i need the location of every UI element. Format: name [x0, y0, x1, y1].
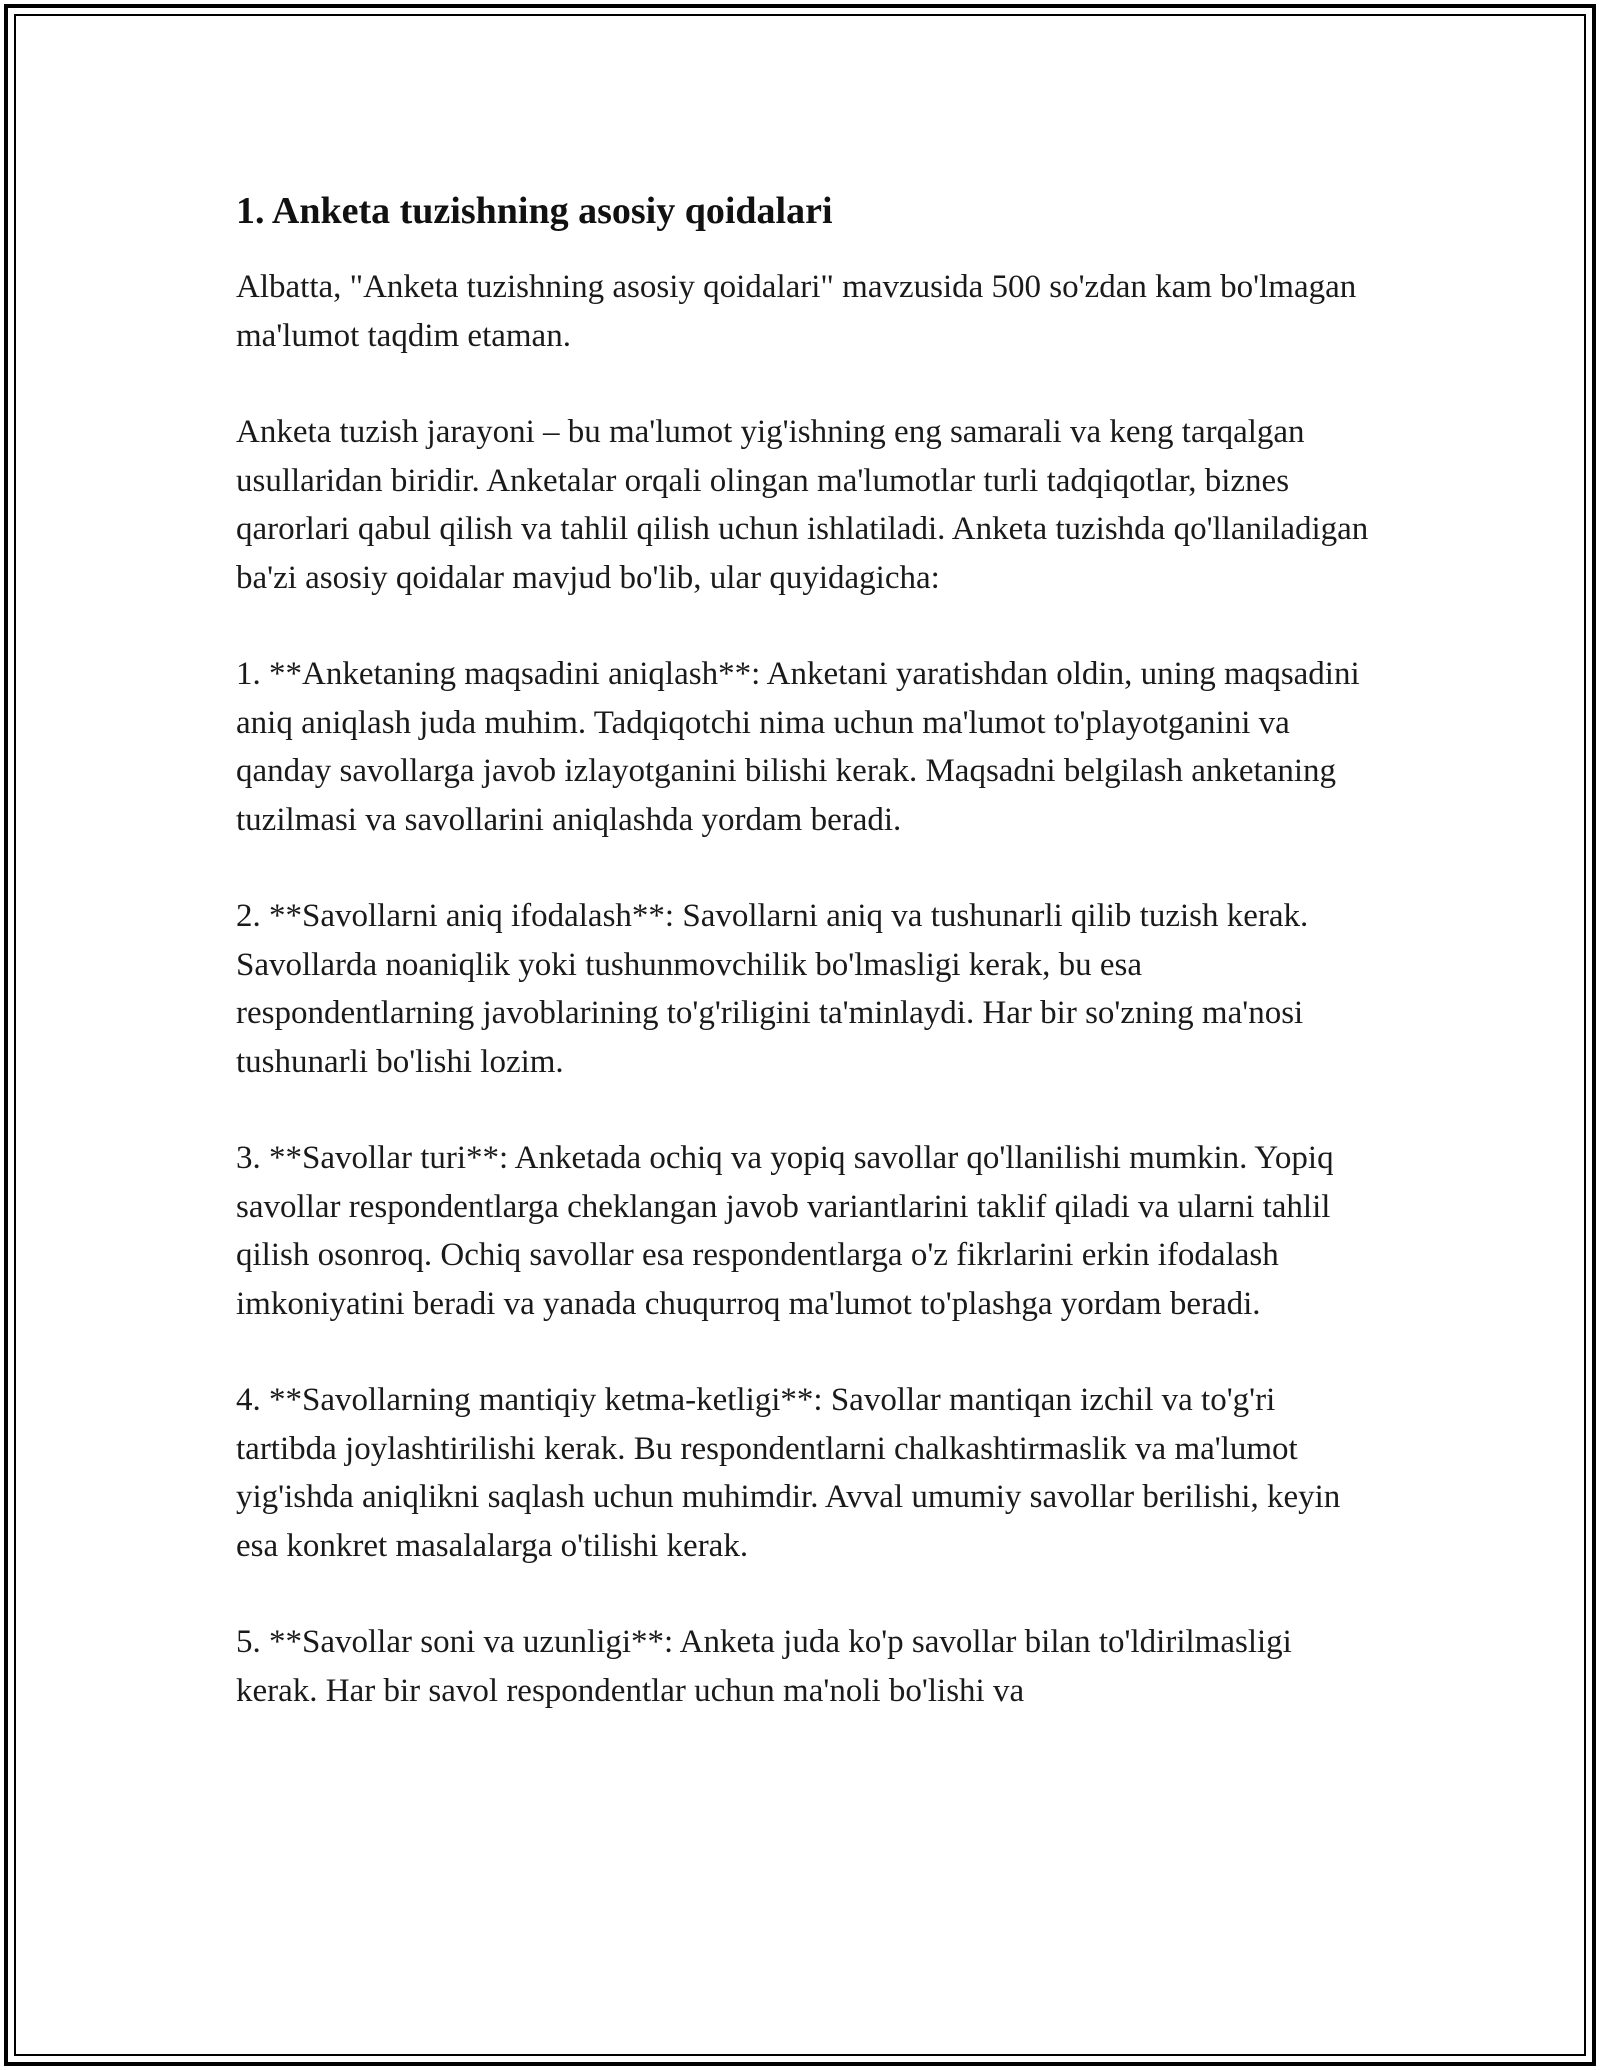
rule-2-paragraph: 2. **Savollarni aniq ifodalash**: Savollarni aniq va tushunarli qilib tuzish kerak. Savollarda noaniqlik yoki tushunmovchilik bo'lmasligi kerak, bu esa respondentlarning javoblarining to'g'riligini ta'minlaydi. Har bir so'zning ma'nosi tushunarli bo'lishi lozim.: [236, 898, 1309, 1080]
rule-5-paragraph: 5. **Savollar soni va uzunligi**: Anketa juda ko'p savollar bilan to'ldirilmasligi kerak. Har bir savol respondentlar uchun ma'noli bo'lishi va: [236, 1624, 1292, 1709]
rule-1-paragraph: 1. **Anketaning maqsadini aniqlash**: Anketani yaratishdan oldin, uning maqsadini aniq aniqlash juda muhim. Tadqiqotchi nima uchun ma'lumot to'playotganini va qanday savollarga javob izlayotganini bilishi kerak. Maqsadni belgilash anketaning tuzilmasi va savollarini aniqlashda yordam beradi.: [236, 656, 1360, 838]
intro-paragraph: Albatta, "Anketa tuzishning asosiy qoidalari" mavzusida 500 so'zdan kam bo'lmagan ma'lumot taqdim etaman.: [236, 269, 1357, 354]
rule-4-paragraph: 4. **Savollarning mantiqiy ketma-ketligi**: Savollar mantiqan izchil va to'g'ri tartibda joylashtirilishi kerak. Bu respondentlarni chalkashtirmaslik va ma'lumot yig'ishda aniqlikni saqlash uchun muhimdir. Avval umumiy savollar berilishi, keyin esa konkret masalalarga o'tilishi kerak.: [236, 1382, 1341, 1564]
overview-paragraph: Anketa tuzish jarayoni – bu ma'lumot yig'ishning eng samarali va keng tarqalgan usullaridan biridir. Anketalar orqali olingan ma'lumotlar turli tadqiqotlar, biznes qarorlari qabul qilish va tahlil qilish uchun ishlatiladi. Anketa tuzishda qo'llaniladigan ba'zi asosiy qoidalar mavjud bo'lib, ular quyidagicha:: [236, 414, 1369, 596]
document-body: [236, 185, 1371, 1763]
rule-3-paragraph: 3. **Savollar turi**: Anketada ochiq va yopiq savollar qo'llanilishi mumkin. Yopiq savollar respondentlarga cheklangan javob variantlarini taklif qiladi va ularni tahlil qilish osonroq. Ochiq savollar esa respondentlarga o'z fikrlarini erkin ifodalash imkoniyatini beradi va yanada chuqurroq ma'lumot to'plashga yordam beradi.: [236, 1140, 1334, 1322]
section-heading: 1. Anketa tuzishning asosiy qoidalari: [236, 190, 833, 232]
